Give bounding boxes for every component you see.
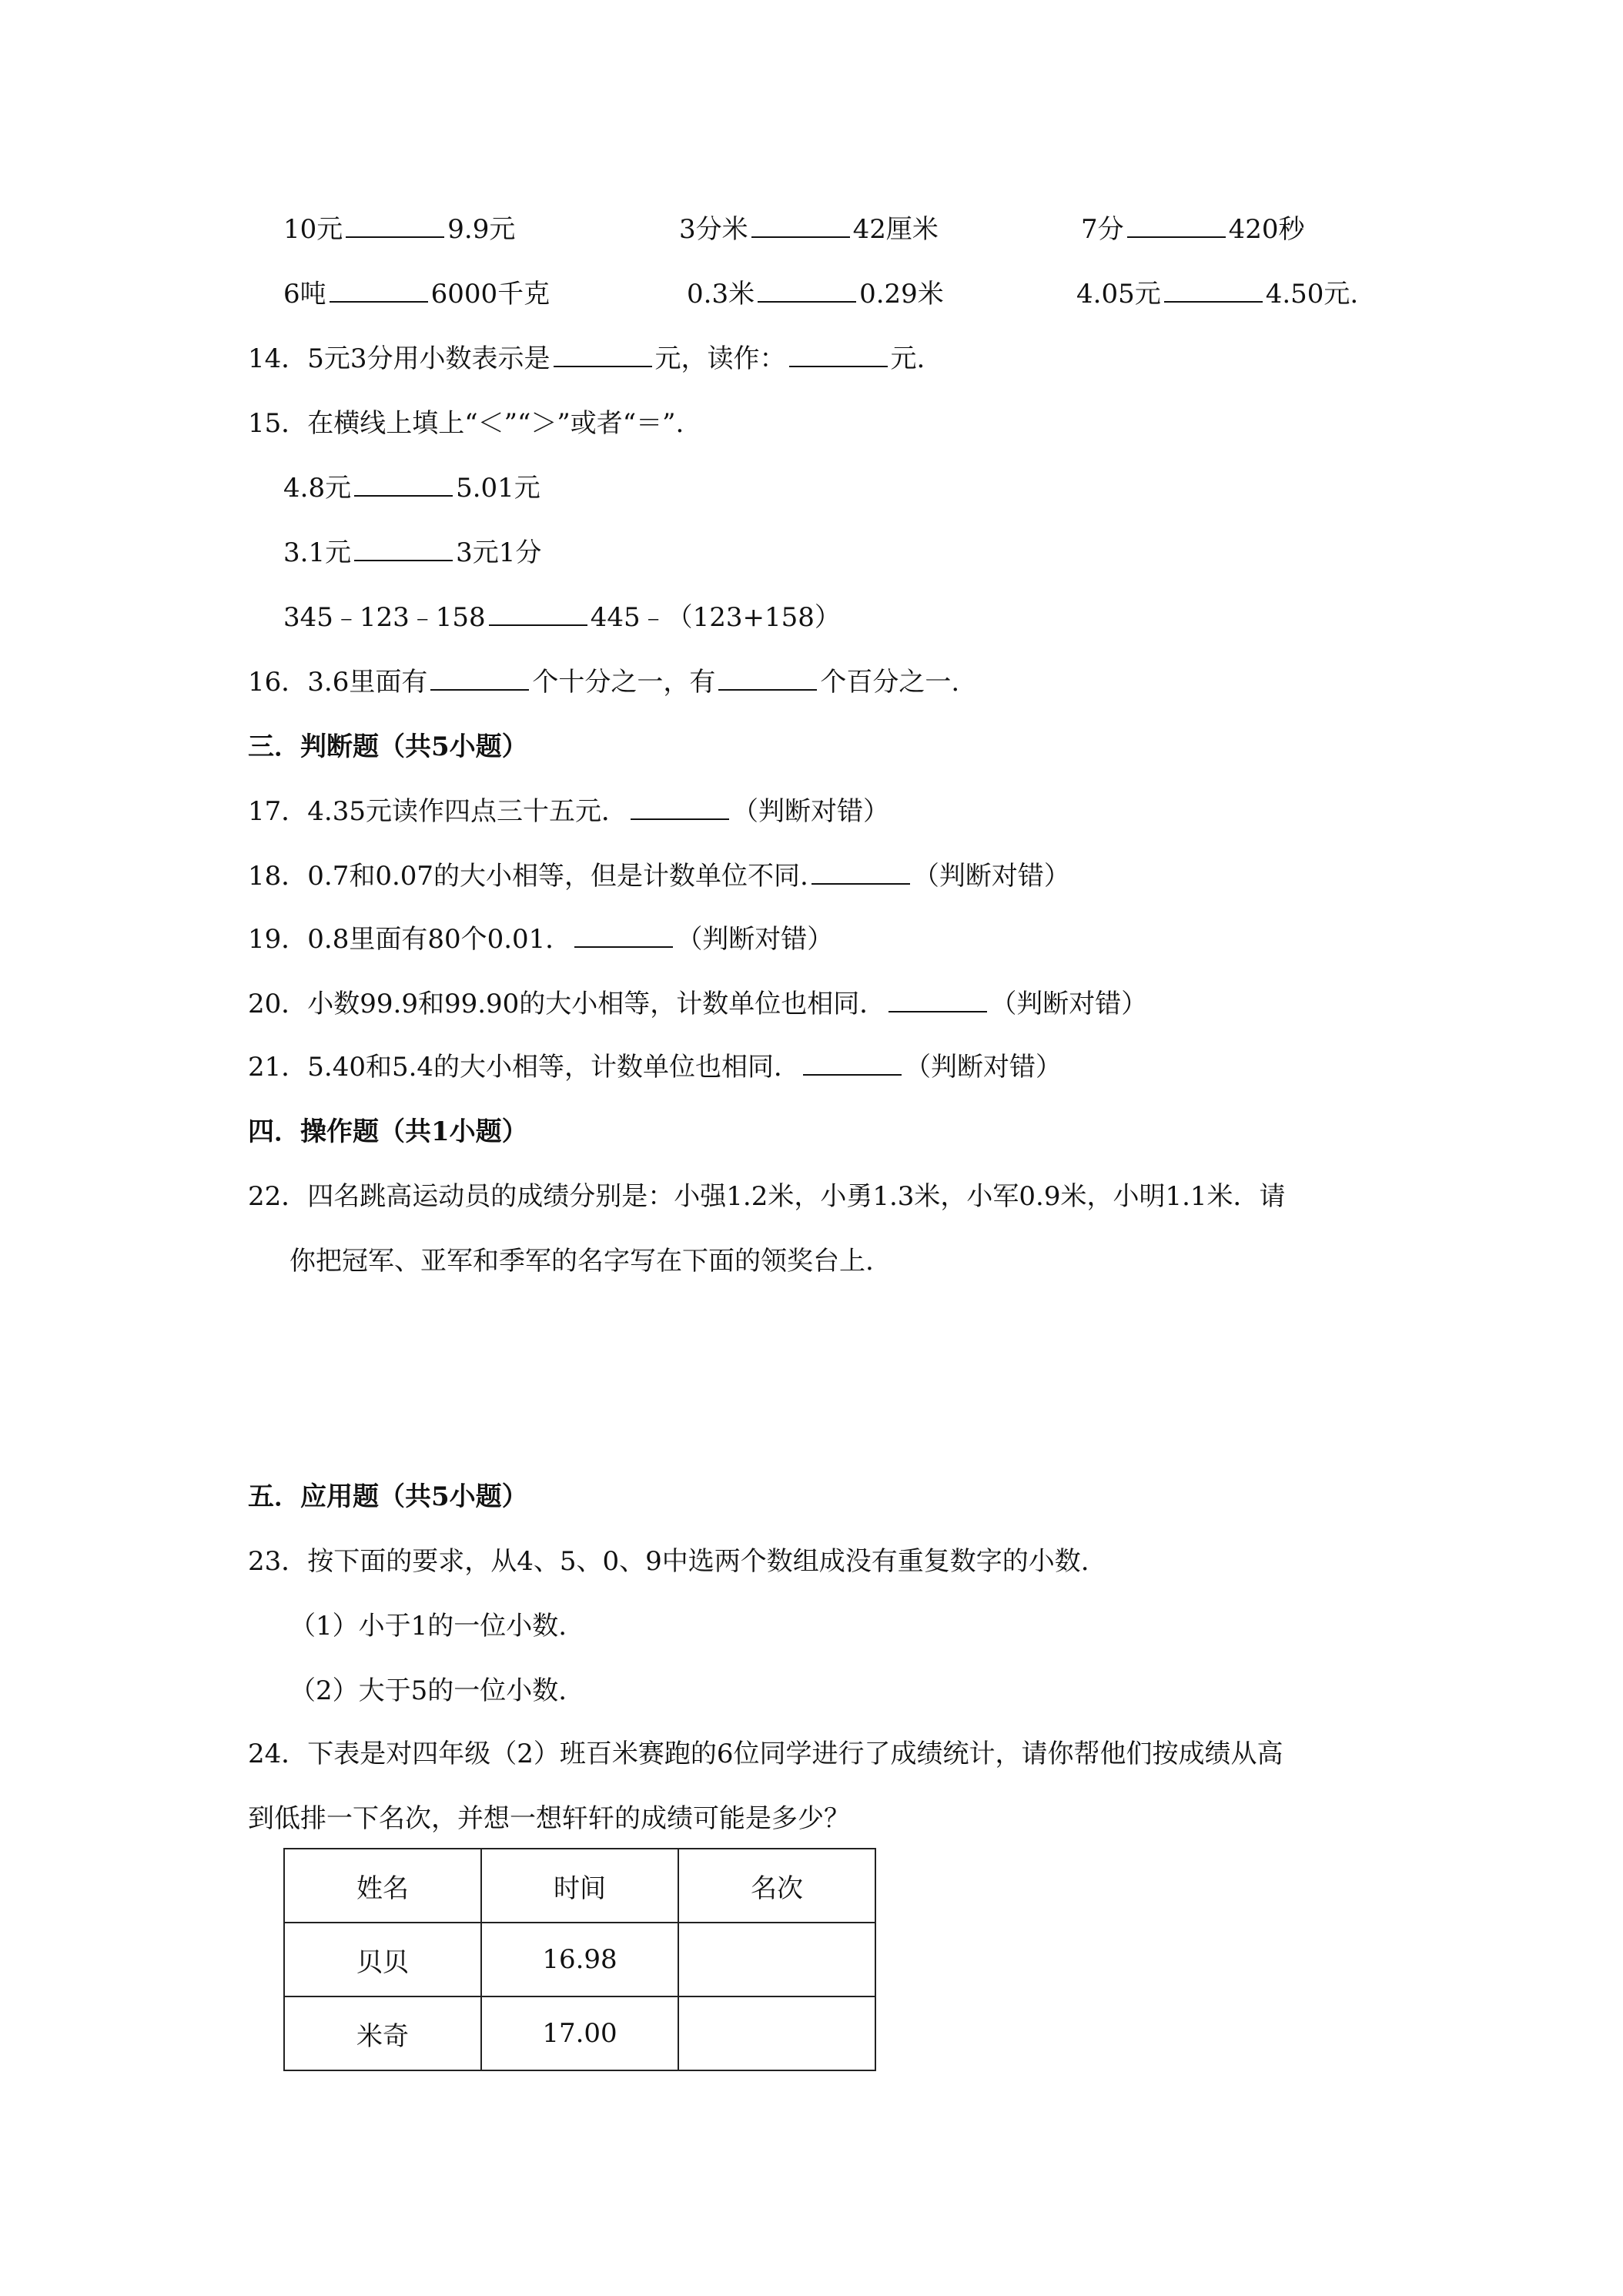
table-cell: 16.98 — [481, 1923, 678, 1996]
table-row — [284, 1996, 875, 2070]
compare-item: 4.05元 4.50元. — [1076, 279, 1359, 310]
section-4-title: 四．操作题（共1小题） — [248, 1116, 528, 1147]
compare-item: 6吨 6000千克 — [283, 279, 550, 310]
answer-blank[interactable] — [631, 795, 729, 820]
question-21: 21．5.40和5.4的大小相等，计数单位也相同． （判断对错） — [248, 1052, 1062, 1083]
answer-blank[interactable] — [354, 472, 453, 497]
question-16: 16．3.6里面有 个十分之一，有 个百分之一. — [248, 667, 960, 698]
table-cell: 贝贝 — [284, 1923, 481, 1996]
table-header-cell: 时间 — [481, 1849, 678, 1923]
q15-item-1: 4.8元 5.01元 — [283, 473, 540, 504]
table-header-row — [284, 1849, 875, 1923]
question-23-sub-1: （1）小于1的一位小数. — [289, 1611, 567, 1642]
answer-blank[interactable] — [803, 1051, 902, 1076]
question-14: 14．5元3分用小数表示是 元，读作： 元. — [248, 343, 925, 374]
compare-item: 3分米 42厘米 — [679, 214, 939, 245]
section-5-title: 五．应用题（共5小题） — [248, 1481, 528, 1512]
question-19: 19．0.8里面有80个0.01． （判断对错） — [248, 924, 834, 955]
score-table — [283, 1848, 876, 2071]
answer-blank[interactable] — [751, 213, 850, 238]
question-15: 15．在横线上填上“＜”“＞”或者“＝”. — [248, 408, 684, 439]
answer-blank[interactable] — [1164, 278, 1263, 303]
answer-blank[interactable] — [718, 666, 817, 691]
question-22-line-1: 22．四名跳高运动员的成绩分别是：小强1.2米，小勇1.3米，小军0.9米，小明1.1米．请 — [248, 1181, 1286, 1212]
table-row — [284, 1923, 875, 1996]
answer-blank[interactable] — [489, 601, 587, 626]
question-24-line-1: 24．下表是对四年级（2）班百米赛跑的6位同学进行了成绩统计，请你帮他们按成绩从高 — [248, 1739, 1283, 1769]
question-23: 23．按下面的要求，从4、5、0、9中选两个数组成没有重复数字的小数. — [248, 1546, 1089, 1577]
table-cell[interactable] — [678, 1996, 875, 2070]
q15-item-2: 3.1元 3元1分 — [283, 537, 542, 568]
question-23-sub-2: （2）大于5的一位小数. — [289, 1675, 567, 1706]
section-3-title: 三．判断题（共5小题） — [248, 731, 528, 762]
table-header-cell: 名次 — [678, 1849, 875, 1923]
table-header-cell: 姓名 — [284, 1849, 481, 1923]
answer-blank[interactable] — [346, 213, 444, 238]
table-cell: 米奇 — [284, 1996, 481, 2070]
answer-blank[interactable] — [330, 278, 428, 303]
answer-blank[interactable] — [1127, 213, 1226, 238]
answer-blank[interactable] — [574, 923, 673, 948]
compare-item: 10元 9.9元 — [283, 214, 516, 245]
question-22-line-2: 你把冠军、亚军和季军的名字写在下面的领奖台上. — [289, 1246, 874, 1277]
question-24-line-2: 到低排一下名次，并想一想轩轩的成绩可能是多少？ — [248, 1803, 850, 1834]
answer-blank[interactable] — [812, 860, 910, 885]
question-17: 17．4.35元读作四点三十五元． （判断对错） — [248, 796, 889, 827]
table-cell: 17.00 — [481, 1996, 678, 2070]
answer-blank[interactable] — [554, 343, 652, 367]
q15-item-3: 345﹣123﹣158 445﹣（123+158） — [283, 602, 841, 633]
question-18: 18．0.7和0.07的大小相等，但是计数单位不同. （判断对错） — [248, 861, 1070, 892]
answer-blank[interactable] — [888, 988, 987, 1012]
question-20: 20．小数99.9和99.90的大小相等，计数单位也相同． （判断对错） — [248, 989, 1148, 1019]
answer-blank[interactable] — [789, 343, 888, 367]
compare-item: 7分 420秒 — [1081, 214, 1305, 245]
answer-blank[interactable] — [354, 537, 453, 561]
table-cell[interactable] — [678, 1923, 875, 1996]
answer-blank[interactable] — [430, 666, 529, 691]
answer-blank[interactable] — [758, 278, 856, 303]
compare-item: 0.3米 0.29米 — [687, 279, 944, 310]
